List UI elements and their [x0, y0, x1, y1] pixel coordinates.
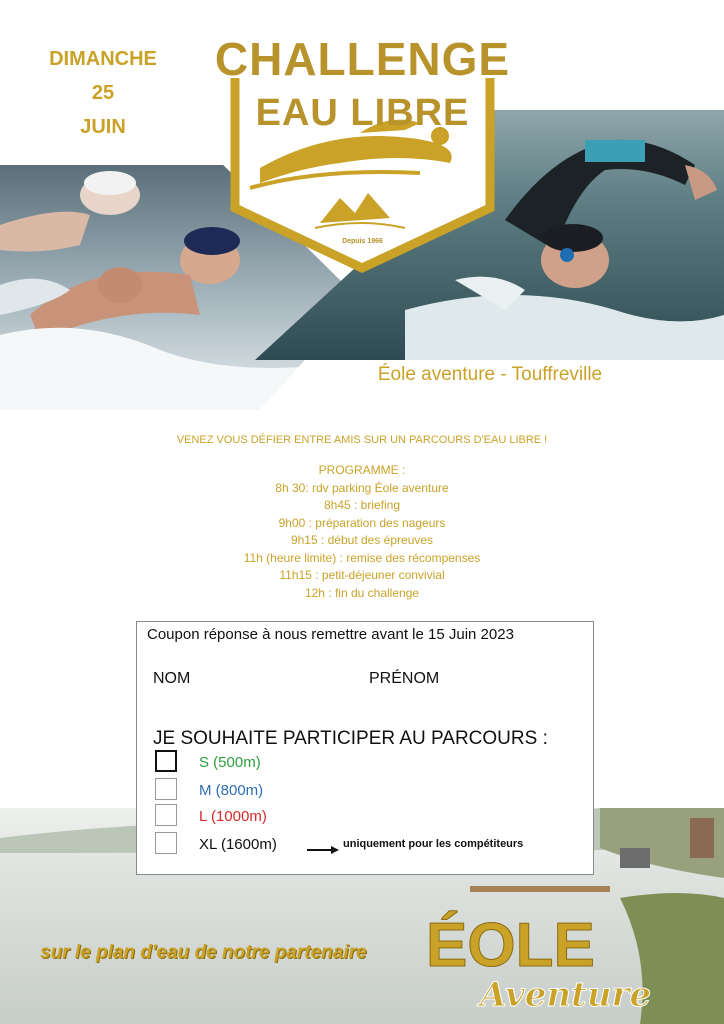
reply-coupon: [136, 621, 594, 875]
program-title: PROGRAMME :: [318, 463, 406, 477]
option-s-label: S (500m): [199, 754, 261, 771]
event-date: [18, 42, 188, 144]
program-item: 11h15 : petit-déjeuner convivial: [279, 568, 445, 582]
program-item: 9h00 : préparation des nageurs: [278, 515, 446, 530]
logo-since: Depuis 1966: [342, 238, 383, 245]
eole-aventure-logo: [420, 908, 695, 1020]
logo-title-line1: CHALLENGE: [214, 33, 511, 85]
program-item: 11h (heure limite) : remise des récompenses: [243, 550, 481, 565]
option-m-label: M (800m): [199, 782, 264, 799]
arrow-right-icon: [307, 845, 339, 855]
partner-text: sur le plan d'eau de notre partenaire: [40, 942, 367, 963]
brand-line1: ÉOLE: [426, 911, 595, 980]
option-xl-label: XL (1600m): [199, 836, 277, 853]
challenge-logo: [190, 18, 535, 278]
intro-text: VENEZ VOUS DÉFIER ENTRE AMIS SUR UN PARCOURS D'EAU LIBRE !: [176, 434, 548, 446]
course-question: JE SOUHAITE PARTICIPER AU PARCOURS :: [153, 728, 548, 749]
competitor-note: uniquement pour les compétiteurs: [343, 838, 524, 850]
program-item: 12h : fin du challenge: [304, 585, 420, 600]
checkbox-s[interactable]: [155, 750, 177, 772]
nom-field-label: NOM: [153, 670, 191, 687]
program-item: 9h15 : début des épreuves: [290, 533, 434, 547]
date-day-name: DIMANCHE: [49, 48, 157, 70]
program-item: 8h 30: rdv parking Éole aventure: [275, 480, 449, 495]
checkbox-m[interactable]: [155, 778, 177, 800]
date-day: 25: [91, 82, 115, 104]
program-item: 8h45 : briefing: [323, 498, 401, 512]
logo-title-line2: EAU LIBRE: [255, 92, 470, 134]
program: [0, 462, 724, 602]
prenom-field-label: PRÉNOM: [369, 670, 440, 687]
date-month: JUIN: [80, 116, 126, 138]
checkbox-l[interactable]: [155, 804, 177, 826]
coupon-header: Coupon réponse à nous remettre avant le 15 Juin 2023: [147, 626, 514, 643]
option-l-label: L (1000m): [199, 808, 267, 825]
venue-text: Éole aventure - Touffreville: [377, 364, 603, 385]
checkbox-xl[interactable]: [155, 832, 177, 854]
brand-line2: Aventure: [480, 975, 652, 1015]
